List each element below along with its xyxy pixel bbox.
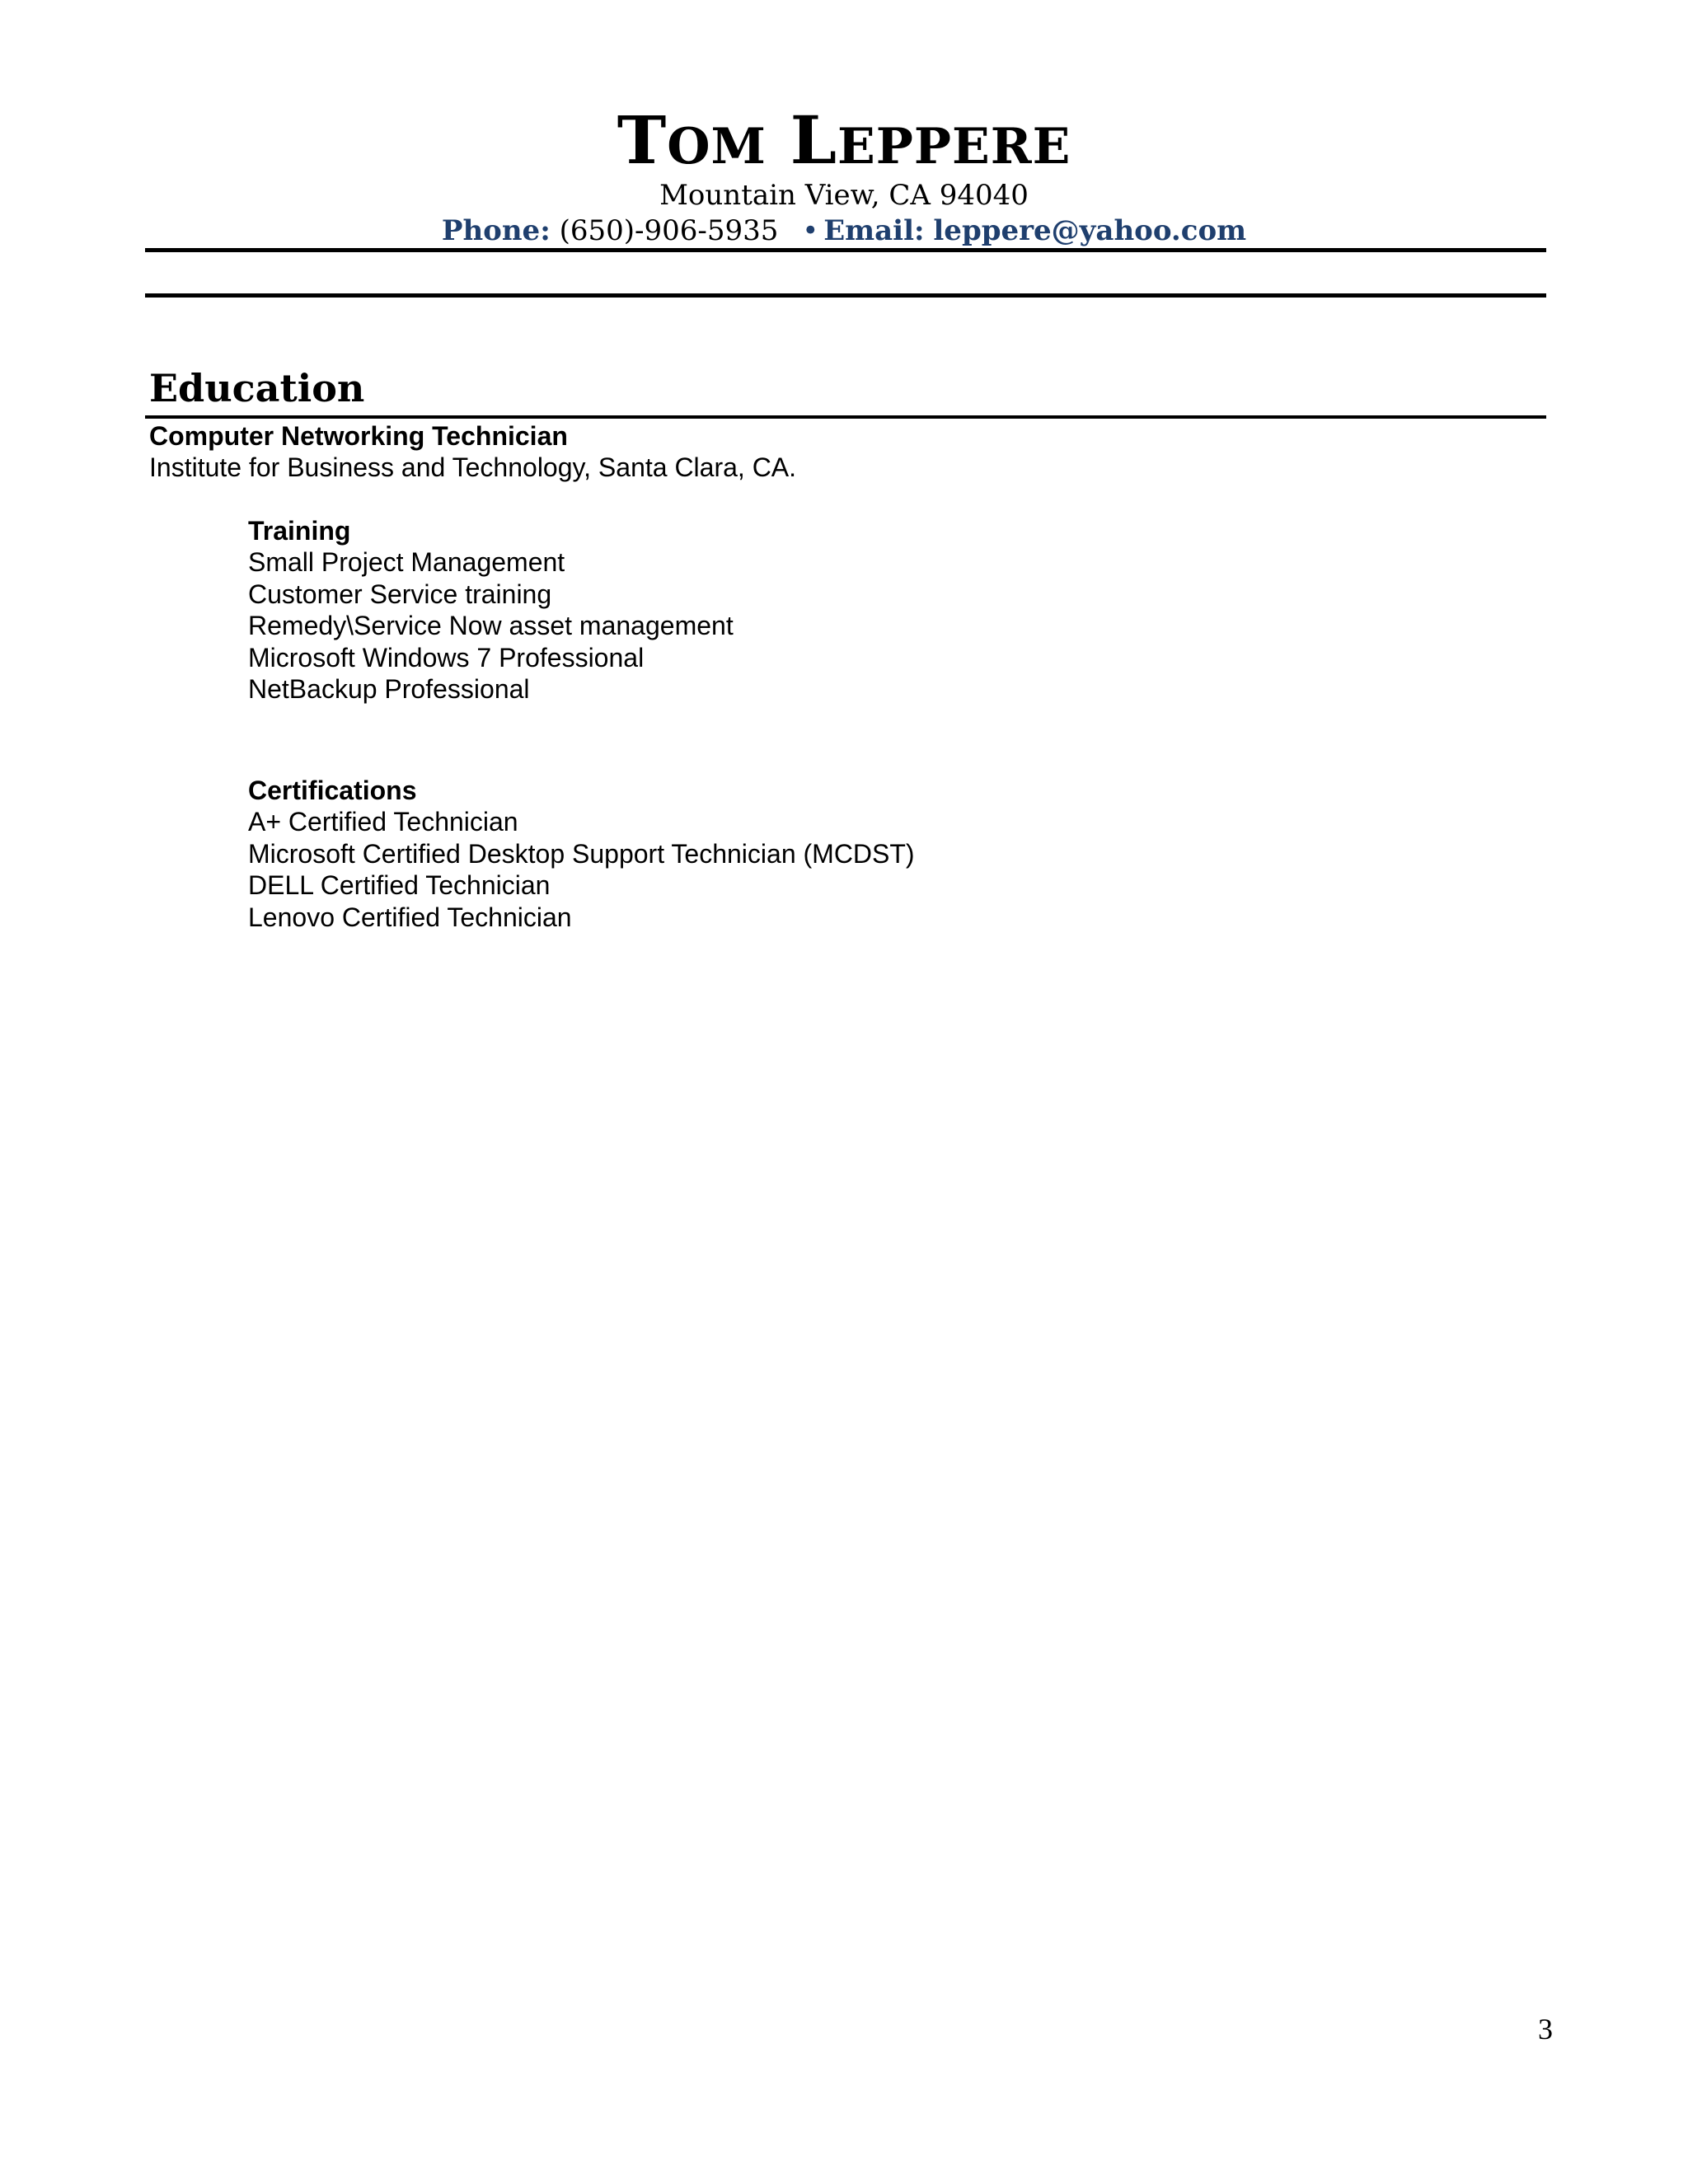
header-divider-bottom bbox=[145, 293, 1546, 298]
list-item: Small Project Management bbox=[248, 547, 565, 577]
education-heading: Education bbox=[149, 366, 365, 410]
degree-title: Computer Networking Technician bbox=[149, 421, 568, 451]
list-item: A+ Certified Technician bbox=[248, 807, 518, 837]
list-item: DELL Certified Technician bbox=[248, 870, 551, 900]
list-item: Customer Service training bbox=[248, 579, 552, 609]
list-item: NetBackup Professional bbox=[248, 674, 530, 704]
list-item: Lenovo Certified Technician bbox=[248, 902, 572, 932]
phone-number: (650)-906-5935 bbox=[559, 214, 779, 247]
certifications-heading: Certifications bbox=[248, 776, 417, 805]
school-name: Institute for Business and Technology, Santa Clara, CA. bbox=[149, 452, 797, 482]
address: Mountain View, CA 94040 bbox=[659, 179, 1029, 212]
certifications-section bbox=[248, 775, 915, 933]
email-link[interactable]: leppere@yahoo.com bbox=[933, 214, 1247, 247]
name-initial-last: L bbox=[790, 101, 838, 179]
list-item: Remedy\Service Now asset management bbox=[248, 611, 734, 640]
training-heading: Training bbox=[248, 516, 351, 546]
name-rest-last: EPPERE bbox=[837, 118, 1071, 176]
name-rest-first: OM bbox=[667, 118, 767, 176]
contact-line bbox=[0, 213, 1688, 249]
page-number: 3 bbox=[1538, 2013, 1553, 2046]
training-section bbox=[248, 515, 734, 705]
candidate-name bbox=[0, 101, 1688, 186]
list-item: Microsoft Certified Desktop Support Technician (MCDST) bbox=[248, 838, 915, 869]
name-initial-first: T bbox=[617, 101, 668, 179]
header-divider-top bbox=[145, 248, 1546, 252]
email-label: Email: bbox=[823, 214, 925, 247]
list-item: Microsoft Windows 7 Professional bbox=[248, 642, 645, 673]
bullet-separator: • bbox=[802, 214, 819, 247]
education-divider bbox=[145, 415, 1546, 419]
phone-label: Phone: bbox=[441, 214, 551, 247]
